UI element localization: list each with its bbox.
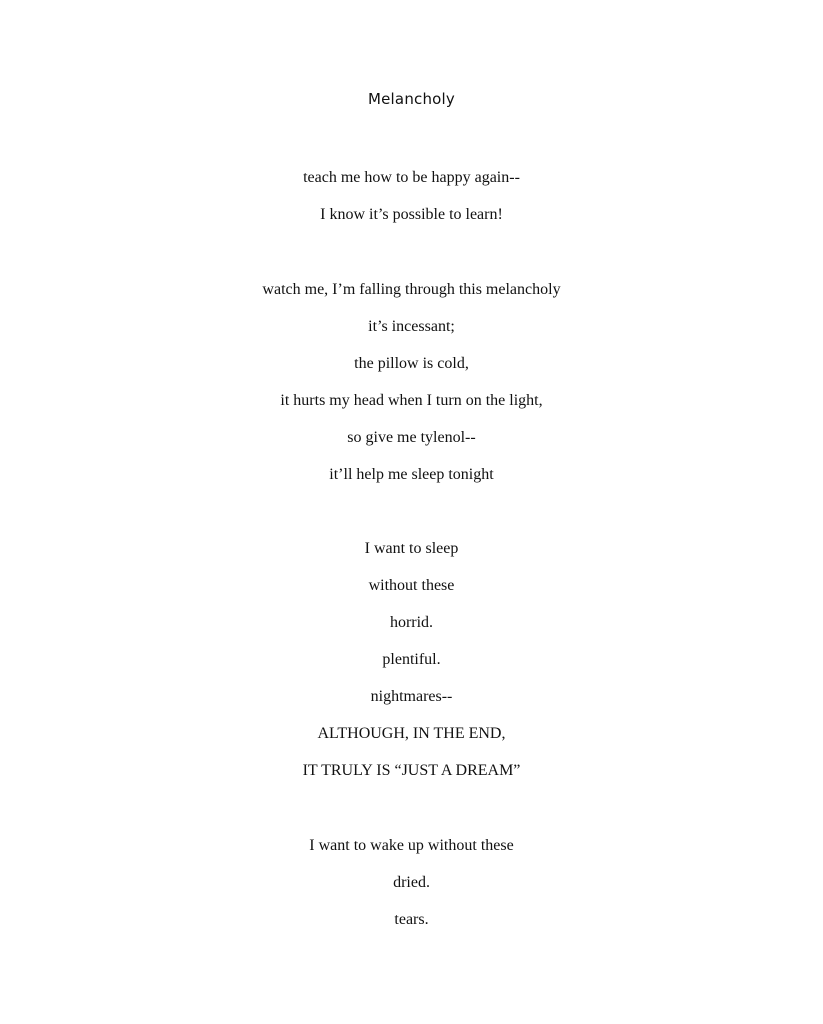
poem-line: it hurts my head when I turn on the light, bbox=[280, 392, 543, 409]
poem-line: IT TRULY IS “JUST A DREAM” bbox=[302, 762, 521, 779]
poem-line: nightmares-- bbox=[370, 688, 453, 705]
poem-line: watch me, I’m falling through this melancholy bbox=[262, 281, 561, 298]
poem-line: plentiful. bbox=[382, 651, 441, 668]
poem-line: I want to wake up without these bbox=[309, 837, 514, 854]
poem-line: horrid. bbox=[389, 614, 434, 631]
poem-title: Melancholy bbox=[367, 90, 455, 108]
poem-line: tears. bbox=[394, 911, 429, 928]
poem-line: so give me tylenol-- bbox=[347, 429, 476, 446]
poem-line: ALTHOUGH, IN THE END, bbox=[317, 725, 506, 742]
poem-line: I want to sleep bbox=[364, 540, 459, 557]
poem-line: teach me how to be happy again-- bbox=[303, 169, 520, 186]
poem-line: the pillow is cold, bbox=[354, 355, 469, 372]
poem-line: without these bbox=[368, 577, 455, 594]
poem-line: it’s incessant; bbox=[368, 318, 455, 335]
poem-line: it’ll help me sleep tonight bbox=[329, 466, 494, 483]
poem-line: I know it’s possible to learn! bbox=[320, 206, 503, 223]
poem-line: dried. bbox=[393, 874, 430, 891]
